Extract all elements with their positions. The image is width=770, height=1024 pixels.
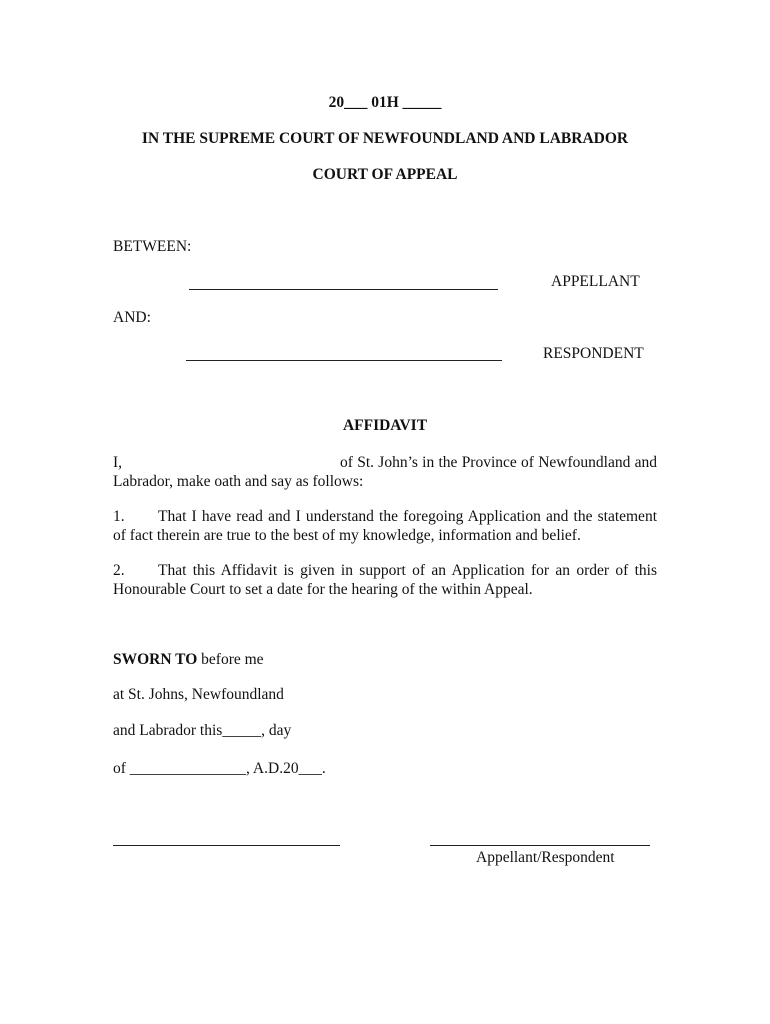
- appellant-label: APPELLANT: [551, 273, 640, 290]
- jurat-day: and Labrador this_____, day: [113, 722, 292, 739]
- jurat-month-year: of _______________, A.D.20___.: [113, 760, 326, 777]
- sworn-line: [113, 651, 264, 669]
- between-label: BETWEEN:: [113, 238, 192, 255]
- intro-prefix: I,: [113, 454, 123, 471]
- commissioner-signature-line[interactable]: [113, 845, 340, 846]
- affidavit-item: [113, 507, 657, 545]
- sworn-before-me: before me: [197, 651, 264, 668]
- item-text: That this Affidavit is given in support of an Application for an order of this Honourable Court to set a date for the hearing of the within Appeal.: [113, 562, 657, 598]
- court-division: COURT OF APPEAL: [312, 166, 458, 183]
- item-number: 1.: [113, 508, 125, 525]
- affidavit-item: [113, 561, 657, 599]
- respondent-name-line[interactable]: [186, 360, 502, 361]
- signature-role-label: Appellant/Respondent: [476, 849, 615, 866]
- affidavit-title: AFFIDAVIT: [342, 417, 428, 434]
- jurat-location: at St. Johns, Newfoundland: [113, 686, 284, 703]
- and-label: AND:: [113, 309, 151, 326]
- affidavit-intro: [113, 453, 657, 491]
- respondent-label: RESPONDENT: [543, 345, 644, 362]
- deponent-signature-line[interactable]: [430, 845, 650, 846]
- file-number: 20___ 01H _____: [328, 94, 442, 111]
- court-name: IN THE SUPREME COURT OF NEWFOUNDLAND AND LABRADOR: [141, 130, 629, 147]
- appellant-name-line[interactable]: [189, 289, 498, 290]
- item-text: That I have read and I understand the foregoing Application and the statement of fact therein are true to the best of my knowledge, information and belief.: [113, 508, 657, 544]
- intro-rest: of St. John’s in the Province of Newfoundland and Labrador, make oath and say as follows:: [113, 454, 657, 490]
- item-number: 2.: [113, 562, 125, 579]
- sworn-to-label: SWORN TO: [113, 651, 198, 668]
